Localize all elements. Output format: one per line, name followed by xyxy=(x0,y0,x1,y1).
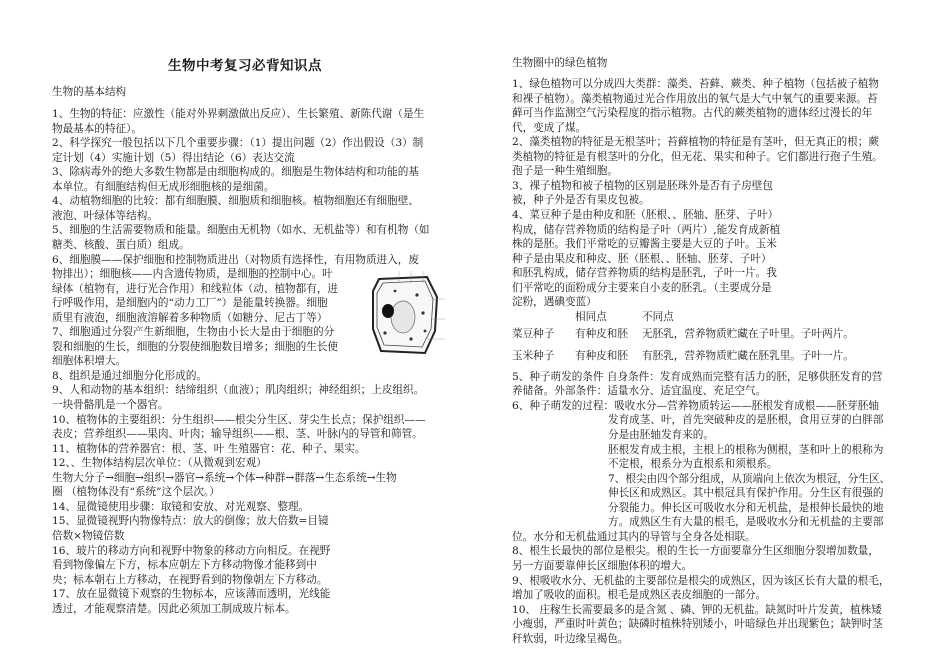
plant-cell-diagram xyxy=(365,269,447,359)
left-text-line: 物排出）；细胞核——内含遗传物质，是细胞的控制中心。叶 xyxy=(52,268,333,281)
right-text-line: 们平常吃的面粉成分主要来自小麦的胚乳。（主要成分是 xyxy=(512,281,772,294)
right-indented-line: 不定根，根系分为直根系和须根系。 xyxy=(608,458,778,471)
left-text-line: 定计划（4）实施计划（5）得出结论（6）表达交流 xyxy=(52,151,295,164)
right-text-line: 1、绿色植物可以分成四大类群：藻类、苔藓、蕨类、种子植物（包括被子植物 xyxy=(512,78,879,90)
page-title: 生物中考复习必背知识点 xyxy=(168,58,322,74)
left-text-line: 17、放在显微镜下观察的生物标本，应该薄而透明，光线能 xyxy=(52,588,331,601)
left-text-line: 圈 （植物体没有“系统”这个层次。） xyxy=(52,486,220,499)
left-text-line: 12、、生物体结构层次单位：（从微观到宏观） xyxy=(52,457,267,470)
right-text-line: 3、裸子植物和被子植物的区别是胚珠外是否有子房壁包 xyxy=(512,179,773,192)
left-text-line: 14、显微镜使用步骤：取镜和安放、对光观察、整理。 xyxy=(52,500,310,513)
right-text-line: 8、根生长最快的部位是根尖。根的生长一方面要靠分生区细胞分裂增加数量， xyxy=(512,545,879,558)
right-indented-line: 分裂能力。伸长区可吸收水分和无机盐，是根伸长最快的地 xyxy=(608,501,884,514)
left-text-line: 央；标本朝右上方移动，在视野看到的物像朝左下方移动。 xyxy=(52,573,328,586)
left-text-line: 15、显微镜视野内物像特点：放大的倒像；放大倍数=目镜 xyxy=(52,515,329,528)
right-indented-line: 发育成茎、叶，首先突破种皮的是胚根，食用豆芽的白胖部 xyxy=(608,414,884,427)
right-text-line: 类植物的特征是有根茎叶的分化，但无花、果实和种子。它们都进行孢子生殖。 xyxy=(512,150,883,163)
right-text-line: 增加了吸收的面积。根毛是成熟区表皮细胞的一部分。 xyxy=(512,589,767,602)
right-indented-line: 伸长区和成熟区。其中根冠具有保护作用。分生区有很强的 xyxy=(608,487,884,500)
comparison-table-cell: 有种皮和胚 xyxy=(575,349,628,362)
right-text-line: 位。水分和无机盐通过其内的导管与全身各处相联。 xyxy=(512,530,756,543)
right-text-line: 6、种子萌发的过程：吸收水分—营养物质转运——胚根发育成根——胚芽胚轴 xyxy=(512,399,879,412)
left-text-line: 物最基本的特征）。 xyxy=(52,122,143,135)
left-text-line: 2、科学探究一般包括以下几个重要步骤：（1）提出问题（2）作出假设（3）制 xyxy=(52,137,424,150)
right-text-line: 和裸子植物）。藻类植物通过光合作用放出的氧气是大气中氧气的重要来源。苔 xyxy=(512,92,878,105)
left-text-line: 6、细胞膜——保护细胞和控制物质进出（对物质有选择性，有用物质进入，废 xyxy=(52,253,419,266)
right-indented-line: 分是由胚轴发育来的。 xyxy=(608,429,714,441)
left-text-line: 表皮；营养组织——果肉、叶肉；输导组织——根、茎、叶脉内的导管和筛管。 xyxy=(52,428,423,441)
left-text-line: 糖类、核酸、蛋白质）组成。 xyxy=(52,238,190,251)
left-text-line: 倍数×物镜倍数 xyxy=(52,529,125,542)
comparison-table-cell: 有胚乳，营养物质贮藏在胚乳里。子叶一片。 xyxy=(642,349,854,362)
right-text-line: 被，种子外是否有果皮包被。 xyxy=(512,194,650,207)
right-text-line: 2、藻类植物的特征是无根茎叶；苔藓植物的特征是有茎叶，但无真正的根；蕨 xyxy=(512,136,879,149)
section-heading-basic-structure: 生物的基本结构 xyxy=(52,86,127,98)
comparison-table-cell: 无胚乳，营养物质贮藏在子叶里。子叶两片。 xyxy=(642,327,854,340)
right-text-line: 藓可当作监测空气污染程度的指示植物。古代的蕨类植物的遗体经过漫长的年 xyxy=(512,107,873,120)
left-text-line: 行呼吸作用，是细胞内的“动力工厂”）是能量转换器。细胞 xyxy=(52,297,328,310)
left-text-line: 16、玻片的移动方向和视野中物象的移动方向相反。在视野 xyxy=(52,544,331,557)
comparison-table-header: 不同点 xyxy=(642,310,674,323)
left-text-line: 10、植物体的主要组织：分生组织——根尖分生区、芽尖生长点；保护组织—— xyxy=(52,413,426,426)
right-indented-line: 方。成熟区生有大量的根毛，是吸收水分和无机盐的主要部 xyxy=(608,516,884,529)
comparison-table-cell: 菜豆种子 xyxy=(512,327,555,340)
left-text-line: 一块骨骼肌是一个器官。 xyxy=(52,399,169,411)
right-text-line: 淀粉，遇碘变蓝） xyxy=(512,296,597,309)
left-text-line: 9、人和动物的基本组织：结缔组织（血液）；肌肉组织；神经组织；上皮组织。 xyxy=(52,384,425,397)
left-text-line: 11、植物体的营养器官：根、茎、叶 生殖器官：花、种子、果实。 xyxy=(52,442,366,455)
left-text-line: 1、生物的特征：应激性（能对外界刺激做出反应）、生长繁殖、新陈代谢（是生 xyxy=(52,108,425,120)
right-text-line: 秆软弱，叶边缘呈褐色。 xyxy=(512,632,629,645)
right-indented-line: 胚根发育成主根，主根上的根称为侧根，茎和叶上的根称为 xyxy=(608,443,884,456)
comparison-table-cell: 玉米种子 xyxy=(512,349,555,362)
right-text-line: 5、种子萌发的条件 自身条件：发育成熟而完整有活力的胚，足够供胚发育的营 xyxy=(512,370,883,383)
left-text-line: 绿体（植物有，进行光合作用）和线粒体（动、植物都有，进 xyxy=(52,282,339,295)
comparison-table-header: 相同点 xyxy=(575,310,607,323)
left-text-line: 3、除病毒外的绝大多数生物都是由细胞构成的。细胞是生物体结构和功能的基 xyxy=(52,166,419,179)
left-text-line: 看到物像偏左下方，标本应朝左下方移动物像才能移到中 xyxy=(52,559,317,572)
right-text-line: 构成，储存营养物质的结构是子叶（两片）,能发育成新植 xyxy=(512,223,781,236)
right-text-line: 另一方面要靠伸长区细胞体积的增大。 xyxy=(512,559,693,572)
left-text-line: 透过，才能观察清楚。因此必须加工制成玻片标本。 xyxy=(52,602,296,615)
left-text-line: 4、动植物细胞的比较：都有细胞膜、细胞质和细胞核。植物细胞还有细胞壁、 xyxy=(52,195,419,208)
right-text-line: 和胚乳构成，储存营养物质的结构是胚乳，子叶一片。我 xyxy=(512,267,777,280)
section-heading-green-plants: 生物圈中的绿色植物 xyxy=(512,57,608,69)
right-text-line: 代，变成了煤。 xyxy=(512,121,587,134)
left-text-line: 质里有液泡，细胞液溶解着多种物质（如糖分、尼古丁等） xyxy=(52,311,328,324)
right-text-line: 小瘦弱，严重时叶黄色；缺磷时植株特别矮小，叶暗绿色并出现紫色；缺钾时茎 xyxy=(512,618,883,631)
comparison-table-cell: 有种皮和胚 xyxy=(575,327,628,340)
right-indented-line: 7、根尖由四个部分组成，从顶端向上依次为根冠，分生区、 xyxy=(608,472,891,485)
left-text-line: 本单位。有细胞结构但无成形细胞核的是细菌。 xyxy=(52,180,275,193)
right-text-line: 10、 庄稼生长需要最多的是含氮 、磷、钾的无机盐。缺氮时叶片发黄，植株矮 xyxy=(512,603,882,616)
right-text-line: 养储备。外部条件：适量水分、适宜温度、充足空气。 xyxy=(512,385,767,398)
right-text-line: 种子是由果皮和种皮、胚（胚根、、胚轴、胚芽、子叶） xyxy=(512,252,772,265)
right-text-line: 株的是胚。我们平常吃的豆瓣酱主要是大豆的子叶。玉米 xyxy=(512,238,777,251)
right-text-line: 9、根吸收水分、无机盐的主要部位是根尖的成熟区，因为该区长有大量的根毛， xyxy=(512,574,890,587)
left-text-line: 裂和细胞的生长，细胞的分裂使细胞数目增多；细胞的生长使 xyxy=(52,340,339,353)
right-text-line: 4、菜豆种子是由种皮和胚（胚根、、胚轴、胚芽、子叶） xyxy=(512,208,779,221)
left-text-line: 8、组织是通过细胞分化形成的。 xyxy=(52,369,208,382)
left-text-line: 生物大分子→细胞→组织→器官→系统→个体→种群→群落→生态系统→生物 xyxy=(52,471,397,484)
left-text-line: 7、细胞通过分裂产生新细胞，生物由小长大是由于细胞的分 xyxy=(52,326,335,339)
left-text-line: 5、细胞的生活需要物质和能量。细胞由无机物（如水、无机盐等）和有机物（如 xyxy=(52,224,430,237)
left-text-line: 液泡、叶绿体等结构。 xyxy=(52,209,158,222)
left-text-line: 细胞体积增大。 xyxy=(52,355,127,368)
right-text-line: 孢子是一种生殖细胞。 xyxy=(512,165,618,178)
